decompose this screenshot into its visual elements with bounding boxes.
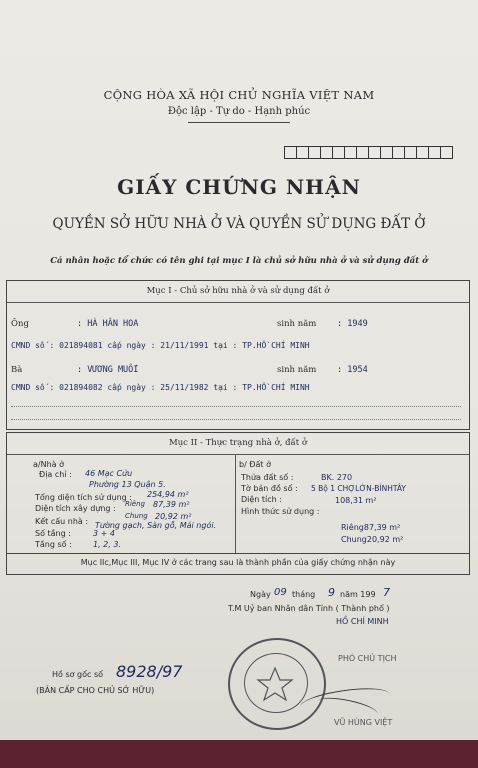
seal-star-icon (228, 638, 322, 726)
copy-note: (BẢN CẤP CHO CHỦ SỞ HỮU) (36, 686, 155, 695)
serial-number-boxes (285, 146, 453, 159)
use-form-label: Hình thức sử dụng : (241, 507, 320, 516)
background-surface (0, 740, 478, 768)
owner2-birth-label: sinh năm (277, 365, 317, 375)
floor-number-label: Tầng số : (35, 540, 72, 549)
owner1-id-line: CMND số : 021894081 cấp ngày : 21/11/1991 tại : TP.HỒ CHÍ MINH (11, 341, 310, 350)
motto-underline (188, 122, 290, 123)
owner2-id-line: CMND số : 021894082 cấp ngày : 25/11/1982 tại : TP.HỒ CHÍ MINH (11, 383, 310, 392)
built-area-private: 87,39 m² (153, 500, 190, 509)
use-shared-value: Chung20,92 m² (341, 535, 404, 544)
built-area-shared-prefix: Chung (125, 512, 148, 520)
parcel-value: BK. 270 (321, 473, 353, 482)
house-address-ward: Phường 13 Quận 5. (89, 480, 166, 489)
parcel-label: Thửa đất số : (241, 473, 294, 482)
issuer-city: HỒ CHÍ MINH (336, 617, 389, 626)
date-year-digit: 7 (383, 586, 390, 599)
national-header: CỘNG HÒA XÃ HỘI CHỦ NGHĨA VIỆT NAM (103, 88, 375, 102)
owner1-name: : HÀ HÂN HOA (77, 319, 139, 329)
footer-note: Mục IIc,Mục III, Mục IV ở các trang sau là thành phần của giấy chứng nhận này (80, 558, 396, 567)
date-day: 09 (274, 587, 287, 598)
map-sheet-label: Tờ bản đồ số : (241, 484, 298, 493)
date-month: 9 (328, 586, 335, 599)
structure-label: Kết cấu nhà : (35, 517, 89, 526)
floors-label: Số tầng : (35, 529, 71, 538)
land-heading: b/ Đất ở (239, 460, 271, 469)
owner2-birth-year: : 1954 (337, 365, 368, 375)
date-month-label: tháng (292, 590, 316, 599)
file-number-label: Hồ sơ gốc số (52, 670, 104, 679)
owner1-birth-year: : 1949 (337, 319, 368, 329)
issuer-line: T.M Uỷ ban Nhân dân Tỉnh ( Thành phố ) (228, 604, 390, 613)
house-address-street: 46 Mạc Cửu (85, 469, 133, 478)
house-heading: a/Nhà ở (33, 460, 64, 469)
owner2-title: Bà (11, 365, 23, 375)
land-area-value: 108,31 m² (335, 496, 377, 505)
section-owners (6, 280, 470, 430)
floors-value: 3 + 4 (93, 529, 115, 538)
official-seal (228, 638, 326, 730)
signer-name: VŨ HÙNG VIỆT (334, 718, 393, 727)
document-title: GIẤY CHỨNG NHẬN (117, 175, 361, 199)
total-area-value: 254,94 m² (147, 490, 189, 499)
built-area-private-prefix: Riêng (125, 500, 145, 508)
document-subtitle: QUYỀN SỞ HỮU NHÀ Ở VÀ QUYỀN SỬ DỤNG ĐẤT Ở (52, 216, 426, 232)
house-address-label: Địa chỉ : (39, 470, 72, 479)
section-property-title: Mục II - Thực trạng nhà ở, đất ở (168, 438, 307, 448)
national-motto: Độc lập - Tự do - Hạnh phúc (167, 106, 311, 117)
land-area-label: Diện tích : (241, 495, 282, 504)
footer-note-row (6, 552, 470, 575)
date-year-label: năm 199 (340, 590, 376, 599)
signer-role: PHÓ CHỦ TỊCH (338, 654, 397, 663)
section-owners-title: Mục I - Chủ sở hữu nhà ở và sử dụng đất ở (146, 286, 330, 296)
intro-statement: Cá nhân hoặc tổ chức có tên ghi tại mục I là chủ sở hữu nhà ở và sử dụng đất ở (50, 256, 428, 266)
floor-number-value: 1, 2, 3. (93, 540, 121, 549)
map-sheet-value: 5 Bộ 1 CHỢLỚN-BÌNHTÂY (311, 484, 406, 493)
file-number-value: 8928/97 (116, 662, 183, 681)
section-property (6, 432, 470, 554)
built-area-shared: 20,92 m² (155, 512, 192, 521)
owner1-title: Ông (11, 319, 29, 329)
owner2-name: : VƯƠNG MUỐI (77, 365, 139, 375)
total-area-label: Tổng diện tích sử dụng : (35, 493, 132, 502)
structure-value: Tường gạch, Sàn gỗ, Mái ngói. (95, 521, 217, 530)
owner1-birth-label: sinh năm (277, 319, 317, 329)
built-area-label: Diện tích xây dựng : (35, 504, 116, 513)
use-private-value: Riêng87,39 m² (341, 523, 401, 532)
date-prefix: Ngày (250, 590, 271, 599)
